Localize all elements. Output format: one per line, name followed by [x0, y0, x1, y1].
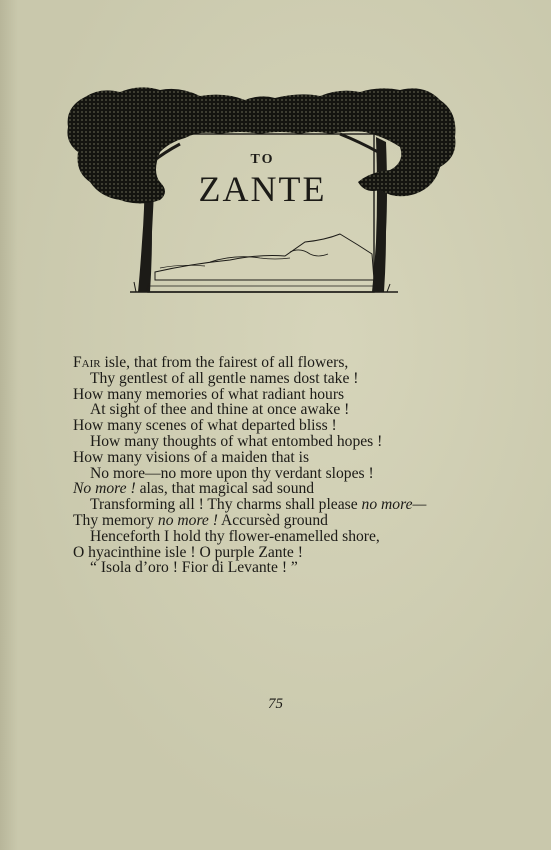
poem-line: “ Isola d’oro ! Fior di Levante ! ” — [90, 559, 298, 577]
poem-line: At sight of thee and thine at once awake ! — [90, 401, 350, 419]
poem-line: O hyacinthine isle ! O purple Zante ! — [73, 543, 303, 561]
poem-line: Transforming all ! Thy charms shall please no more— — [90, 496, 427, 514]
poem-line: Henceforth I hold thy flower-enamelled shore, — [90, 527, 380, 545]
decorative-headpiece — [60, 82, 465, 302]
page-number: 75 — [268, 696, 283, 712]
poem-line: Thy gentlest of all gentle names dost take ! — [90, 369, 359, 387]
poem-line: How many memories of what radiant hours — [73, 385, 345, 403]
poem-line: How many visions of a maiden that is — [73, 448, 310, 466]
poem-body — [73, 355, 473, 576]
poem-line: No more ! alas, that magical sad sound — [73, 480, 315, 498]
poem-line: How many thoughts of what entombed hopes ! — [90, 432, 383, 450]
poem-title: ZANTE — [198, 169, 327, 209]
poem-line: Fair isle, that from the fairest of all flowers, — [73, 354, 349, 371]
title-prefix: TO — [250, 152, 275, 167]
poem-line: No more—no more upon thy verdant slopes ! — [90, 464, 374, 482]
poem-line: Thy memory no more ! Accursèd ground — [73, 511, 328, 529]
poem-line: How many scenes of what departed bliss ! — [73, 417, 337, 435]
